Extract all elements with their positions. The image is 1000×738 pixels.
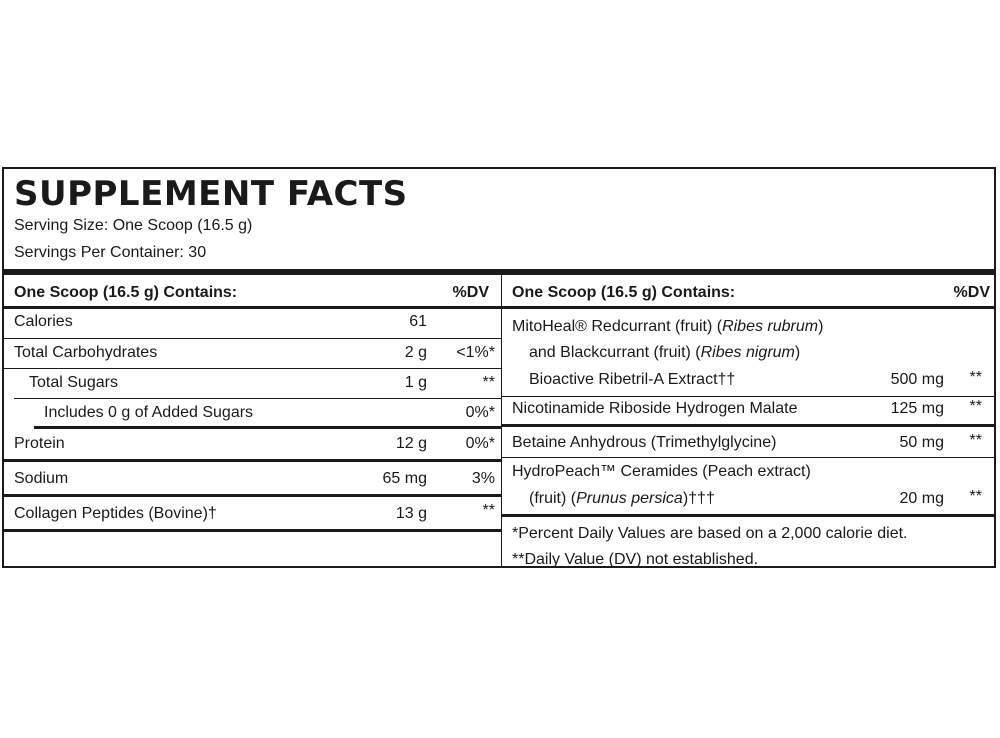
ingredient-line: (fruit) (Prunus persica)††† <box>529 490 715 507</box>
footnote-dv-not-established: **Daily Value (DV) not established. <box>512 551 759 568</box>
nutrient-name: Protein <box>14 435 65 452</box>
nutrient-row-sodium <box>4 462 501 497</box>
nutrient-name: Includes 0 g of Added Sugars <box>44 404 254 421</box>
serving-size: Serving Size: One Scoop (16.5 g) <box>14 217 253 234</box>
nutrient-name: Total Sugars <box>29 374 118 391</box>
ingredient-dv: ** <box>969 488 982 505</box>
panel-title: SUPPLEMENT FACTS <box>14 174 408 214</box>
ingredient-line: MitoHeal® Redcurrant (fruit) (Ribes rubrum) <box>512 318 824 335</box>
right-header-dv: %DV <box>953 284 990 301</box>
nutrient-amount: 13 g <box>395 505 427 522</box>
nutrient-dv: <1%* <box>456 344 495 361</box>
nutrient-row-calories <box>4 309 501 339</box>
nutrient-dv: 0%* <box>465 435 495 452</box>
servings-per-container: Servings Per Container: 30 <box>14 244 207 261</box>
nutrient-amount: 2 g <box>404 344 427 361</box>
ingredient-row-hydropeach <box>502 458 996 517</box>
ingredient-dv: ** <box>969 398 982 415</box>
ingredient-amount: 500 mg <box>890 371 944 388</box>
right-header <box>502 275 996 309</box>
nutrient-amount: 1 g <box>404 374 427 391</box>
nutrient-row-collagen <box>4 497 501 532</box>
ingredient-row-nicotinamide <box>502 397 996 427</box>
nutrient-name: Calories <box>14 313 73 330</box>
ingredient-amount: 50 mg <box>899 434 944 451</box>
nutrient-name: Sodium <box>14 470 69 487</box>
nutrient-dv: 3% <box>471 470 495 487</box>
right-header-label: One Scoop (16.5 g) Contains: <box>512 284 736 301</box>
ingredient-row-mitoheal <box>502 309 996 397</box>
ingredient-dv: ** <box>969 369 982 386</box>
ingredient-line: Bioactive Ribetril-A Extract†† <box>529 371 736 388</box>
ingredient-name: Betaine Anhydrous (Trimethylglycine) <box>512 434 777 451</box>
nutrient-row-carbs <box>4 339 501 369</box>
nutrient-dv: ** <box>482 502 495 519</box>
left-header-dv: %DV <box>452 284 489 301</box>
nutrient-amount: 61 <box>409 313 427 330</box>
nutrient-name: Total Carbohydrates <box>14 344 158 361</box>
footnote-percent-dv: *Percent Daily Values are based on a 2,000 calorie diet. <box>512 525 908 542</box>
supplement-facts-panel <box>2 167 996 568</box>
ingredient-dv: ** <box>969 432 982 449</box>
ingredient-amount: 20 mg <box>899 490 944 507</box>
nutrient-dv: 0%* <box>465 404 495 421</box>
left-header-label: One Scoop (16.5 g) Contains: <box>14 284 238 301</box>
nutrient-amount: 65 mg <box>382 470 427 487</box>
ingredient-amount: 125 mg <box>890 400 944 417</box>
ingredient-name: Nicotinamide Riboside Hydrogen Malate <box>512 400 798 417</box>
nutrient-amount: 12 g <box>395 435 427 452</box>
nutrient-name: Collagen Peptides (Bovine)† <box>14 505 217 522</box>
ingredient-line: and Blackcurrant (fruit) (Ribes nigrum) <box>529 344 801 361</box>
nutrient-dv: ** <box>482 374 495 391</box>
nutrient-row-added-sugars <box>34 399 501 429</box>
nutrient-row-sugars <box>14 369 501 399</box>
ingredient-line: HydroPeach™ Ceramides (Peach extract) <box>512 463 811 480</box>
left-header <box>4 275 501 309</box>
right-column <box>502 275 996 568</box>
nutrient-row-protein <box>4 429 501 462</box>
left-column <box>4 275 501 568</box>
ingredient-row-betaine <box>502 427 996 458</box>
